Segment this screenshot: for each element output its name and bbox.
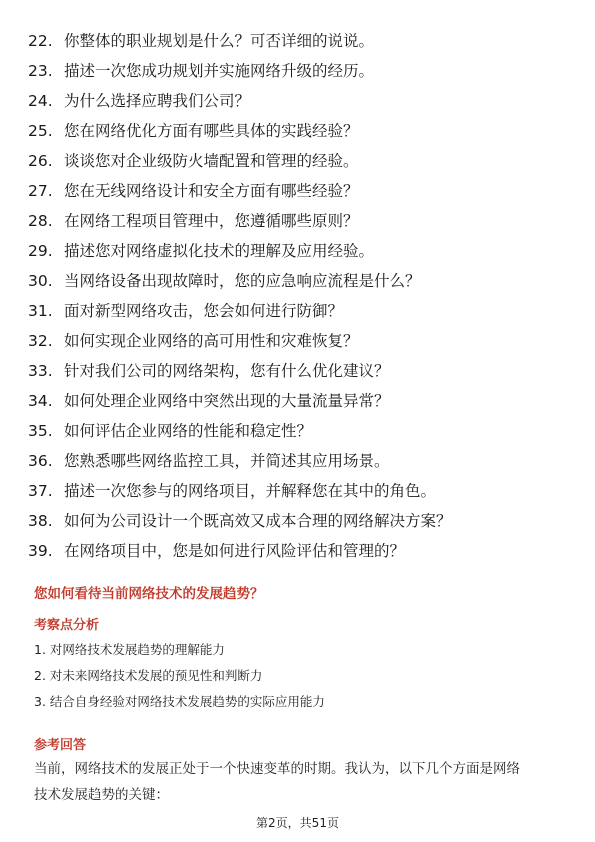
- question-item: [28, 446, 568, 476]
- question-item: [28, 536, 568, 566]
- question-item: [28, 56, 568, 86]
- question-number: 28.: [28, 212, 53, 230]
- analysis-point: 3. 结合自身经验对网络技术发展趋势的实际应用能力: [34, 694, 325, 709]
- question-text: 您在无线网络设计和安全方面有哪些经验？: [64, 182, 359, 200]
- question-item: [28, 416, 568, 446]
- question-number: 33.: [28, 362, 53, 380]
- analysis-point: 1. 对网络技术发展趋势的理解能力: [34, 642, 225, 657]
- question-item: [28, 266, 568, 296]
- question-item: [28, 176, 568, 206]
- question-text: 如何为公司设计一个既高效又成本合理的网络解决方案？: [64, 512, 452, 530]
- question-number: 22.: [28, 32, 53, 50]
- answer-line: 技术发展趋势的关键：: [34, 787, 169, 803]
- question-text: 您熟悉哪些网络监控工具，并简述其应用场景。: [64, 452, 390, 470]
- question-item: [28, 296, 568, 326]
- question-text: 描述您对网络虚拟化技术的理解及应用经验。: [64, 242, 375, 260]
- question-text: 如何处理企业网络中突然出现的大量流量异常？: [64, 392, 390, 410]
- question-text: 如何评估企业网络的性能和稳定性？: [64, 422, 313, 440]
- question-number: 37.: [28, 482, 53, 500]
- answer-paragraph: [34, 756, 564, 808]
- question-number: 24.: [28, 92, 53, 110]
- analysis-point: 2. 对未来网络技术发展的预见性和判断力: [34, 668, 263, 683]
- question-item: [28, 386, 568, 416]
- question-text: 在网络工程项目管理中，您遵循哪些原则？: [64, 212, 359, 230]
- question-text: 针对我们公司的网络架构，您有什么优化建议？: [64, 362, 390, 380]
- question-number: 31.: [28, 302, 53, 320]
- question-text: 描述一次您参与的网络项目，并解释您在其中的角色。: [64, 482, 437, 500]
- question-text: 描述一次您成功规划并实施网络升级的经历。: [64, 62, 375, 80]
- question-number: 25.: [28, 122, 53, 140]
- question-item: [28, 206, 568, 236]
- question-number: 27.: [28, 182, 53, 200]
- question-text: 在网络项目中，您是如何进行风险评估和管理的？: [64, 542, 406, 560]
- question-item: [28, 476, 568, 506]
- question-item: [28, 26, 568, 56]
- question-text: 您在网络优化方面有哪些具体的实践经验？: [64, 122, 359, 140]
- question-number: 35.: [28, 422, 53, 440]
- question-item: [28, 116, 568, 146]
- question-text: 如何实现企业网络的高可用性和灾难恢复？: [64, 332, 359, 350]
- question-list: [28, 26, 568, 566]
- question-number: 29.: [28, 242, 53, 260]
- question-text: 当网络设备出现故障时，您的应急响应流程是什么？: [64, 272, 421, 290]
- analysis-heading: 考察点分析: [34, 618, 100, 633]
- question-text: 你整体的职业规划是什么？可否详细的说说。: [64, 32, 375, 50]
- page-number: 第2页，共51页: [256, 816, 339, 830]
- question-number: 39.: [28, 542, 53, 560]
- question-text: 面对新型网络攻击，您会如何进行防御？: [64, 302, 344, 320]
- question-item: [28, 326, 568, 356]
- answer-heading: 参考回答: [34, 738, 87, 753]
- question-item: [28, 86, 568, 116]
- question-number: 23.: [28, 62, 53, 80]
- section-heading: 您如何看待当前网络技术的发展趋势？: [34, 586, 264, 602]
- analysis-point-list: [34, 637, 325, 715]
- question-number: 38.: [28, 512, 53, 530]
- answer-line: 当前，网络技术的发展正处于一个快速变革的时期。我认为，以下几个方面是网络: [34, 761, 520, 777]
- question-item: [28, 356, 568, 386]
- question-item: [28, 506, 568, 536]
- question-number: 36.: [28, 452, 53, 470]
- question-item: [28, 146, 568, 176]
- question-number: 34.: [28, 392, 53, 410]
- question-number: 26.: [28, 152, 53, 170]
- question-item: [28, 236, 568, 266]
- question-number: 32.: [28, 332, 53, 350]
- question-text: 为什么选择应聘我们公司？: [64, 92, 251, 110]
- question-number: 30.: [28, 272, 53, 290]
- question-text: 谈谈您对企业级防火墙配置和管理的经验。: [64, 152, 359, 170]
